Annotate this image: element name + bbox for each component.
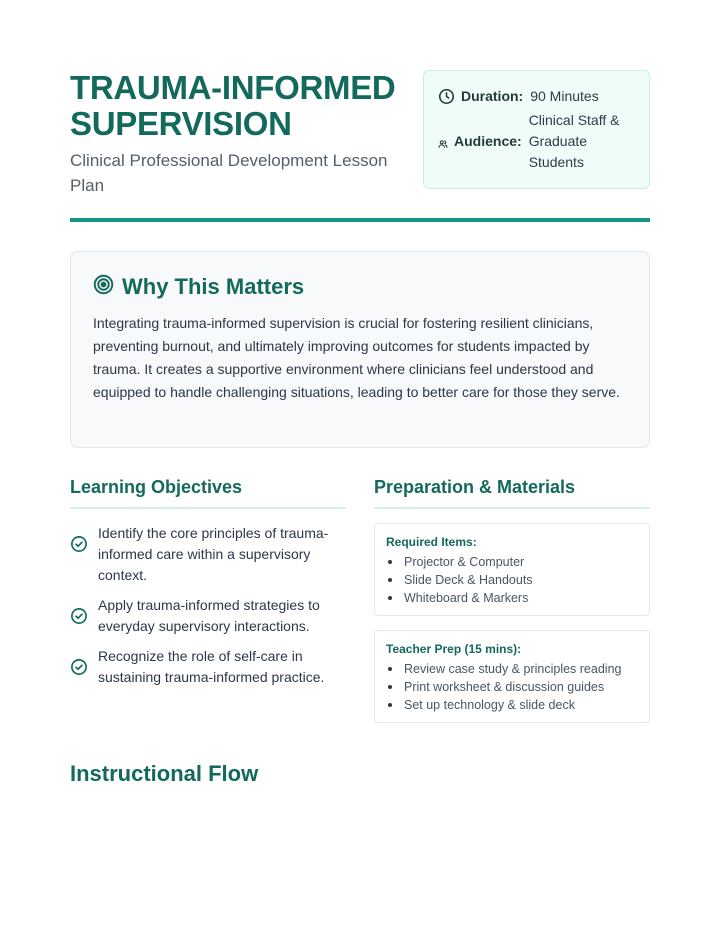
why-card bbox=[70, 251, 650, 448]
audience-label: Audience: bbox=[454, 133, 522, 149]
required-items-list bbox=[386, 553, 638, 607]
duration-row bbox=[438, 86, 599, 111]
objective-item bbox=[70, 595, 346, 637]
objective-item bbox=[70, 646, 346, 688]
lesson-plan-page bbox=[70, 0, 650, 932]
list-item: Review case study & principles reading bbox=[386, 660, 638, 678]
clock-icon bbox=[438, 88, 455, 111]
objectives-section bbox=[70, 477, 346, 697]
page-title: TRAUMA-INFORMED SUPERVISION bbox=[70, 69, 396, 142]
why-title: Why This Matters bbox=[122, 274, 305, 299]
preparation-section bbox=[374, 477, 650, 723]
objective-text: Recognize the role of self-care in sustaining trauma-informed practice. bbox=[98, 648, 325, 685]
list-item: Set up technology & slide deck bbox=[386, 696, 638, 714]
target-icon bbox=[93, 274, 114, 300]
page-subtitle: Clinical Professional Development Lesson Plan bbox=[70, 151, 388, 195]
teacher-prep-title: Teacher Prep (15 mins): bbox=[386, 642, 522, 656]
duration-value: 90 Minutes bbox=[530, 88, 599, 104]
audience-value: Clinical Staff & Graduate Students bbox=[528, 112, 620, 170]
check-circle-icon bbox=[70, 607, 88, 630]
check-circle-icon bbox=[70, 658, 88, 681]
objectives-list bbox=[70, 523, 346, 688]
objective-text: Apply trauma-informed strategies to everyday supervisory interactions. bbox=[98, 597, 320, 634]
why-header bbox=[93, 274, 304, 300]
teacher-prep-box bbox=[374, 630, 650, 723]
duration-label: Duration: bbox=[461, 88, 524, 104]
list-item: Whiteboard & Markers bbox=[386, 589, 638, 607]
objective-item bbox=[70, 523, 346, 586]
teacher-prep-list bbox=[386, 660, 638, 714]
required-items-title: Required Items: bbox=[386, 535, 477, 549]
required-items-box bbox=[374, 523, 650, 616]
check-circle-icon bbox=[70, 535, 88, 558]
why-text: Integrating trauma-informed supervision is crucial for fostering resilient clinicians, preventing burnout, and ultimately improving outcomes for students impacted by trauma. It creates a supportive environment where clinicians feel understood and equipped to handle challenging situations, leading to better care for those they serve. bbox=[93, 315, 620, 400]
list-item: Slide Deck & Handouts bbox=[386, 571, 638, 589]
list-item: Projector & Computer bbox=[386, 553, 638, 571]
audience-row bbox=[438, 110, 629, 173]
users-icon bbox=[438, 134, 448, 155]
meta-box bbox=[423, 70, 650, 189]
list-item: Print worksheet & discussion guides bbox=[386, 678, 638, 696]
objective-text: Identify the core principles of trauma-informed care within a supervisory context. bbox=[98, 525, 329, 583]
objectives-title: Learning Objectives bbox=[70, 477, 346, 509]
header-divider bbox=[70, 218, 650, 222]
preparation-title: Preparation & Materials bbox=[374, 477, 650, 509]
instructional-flow-title: Instructional Flow bbox=[70, 761, 259, 786]
